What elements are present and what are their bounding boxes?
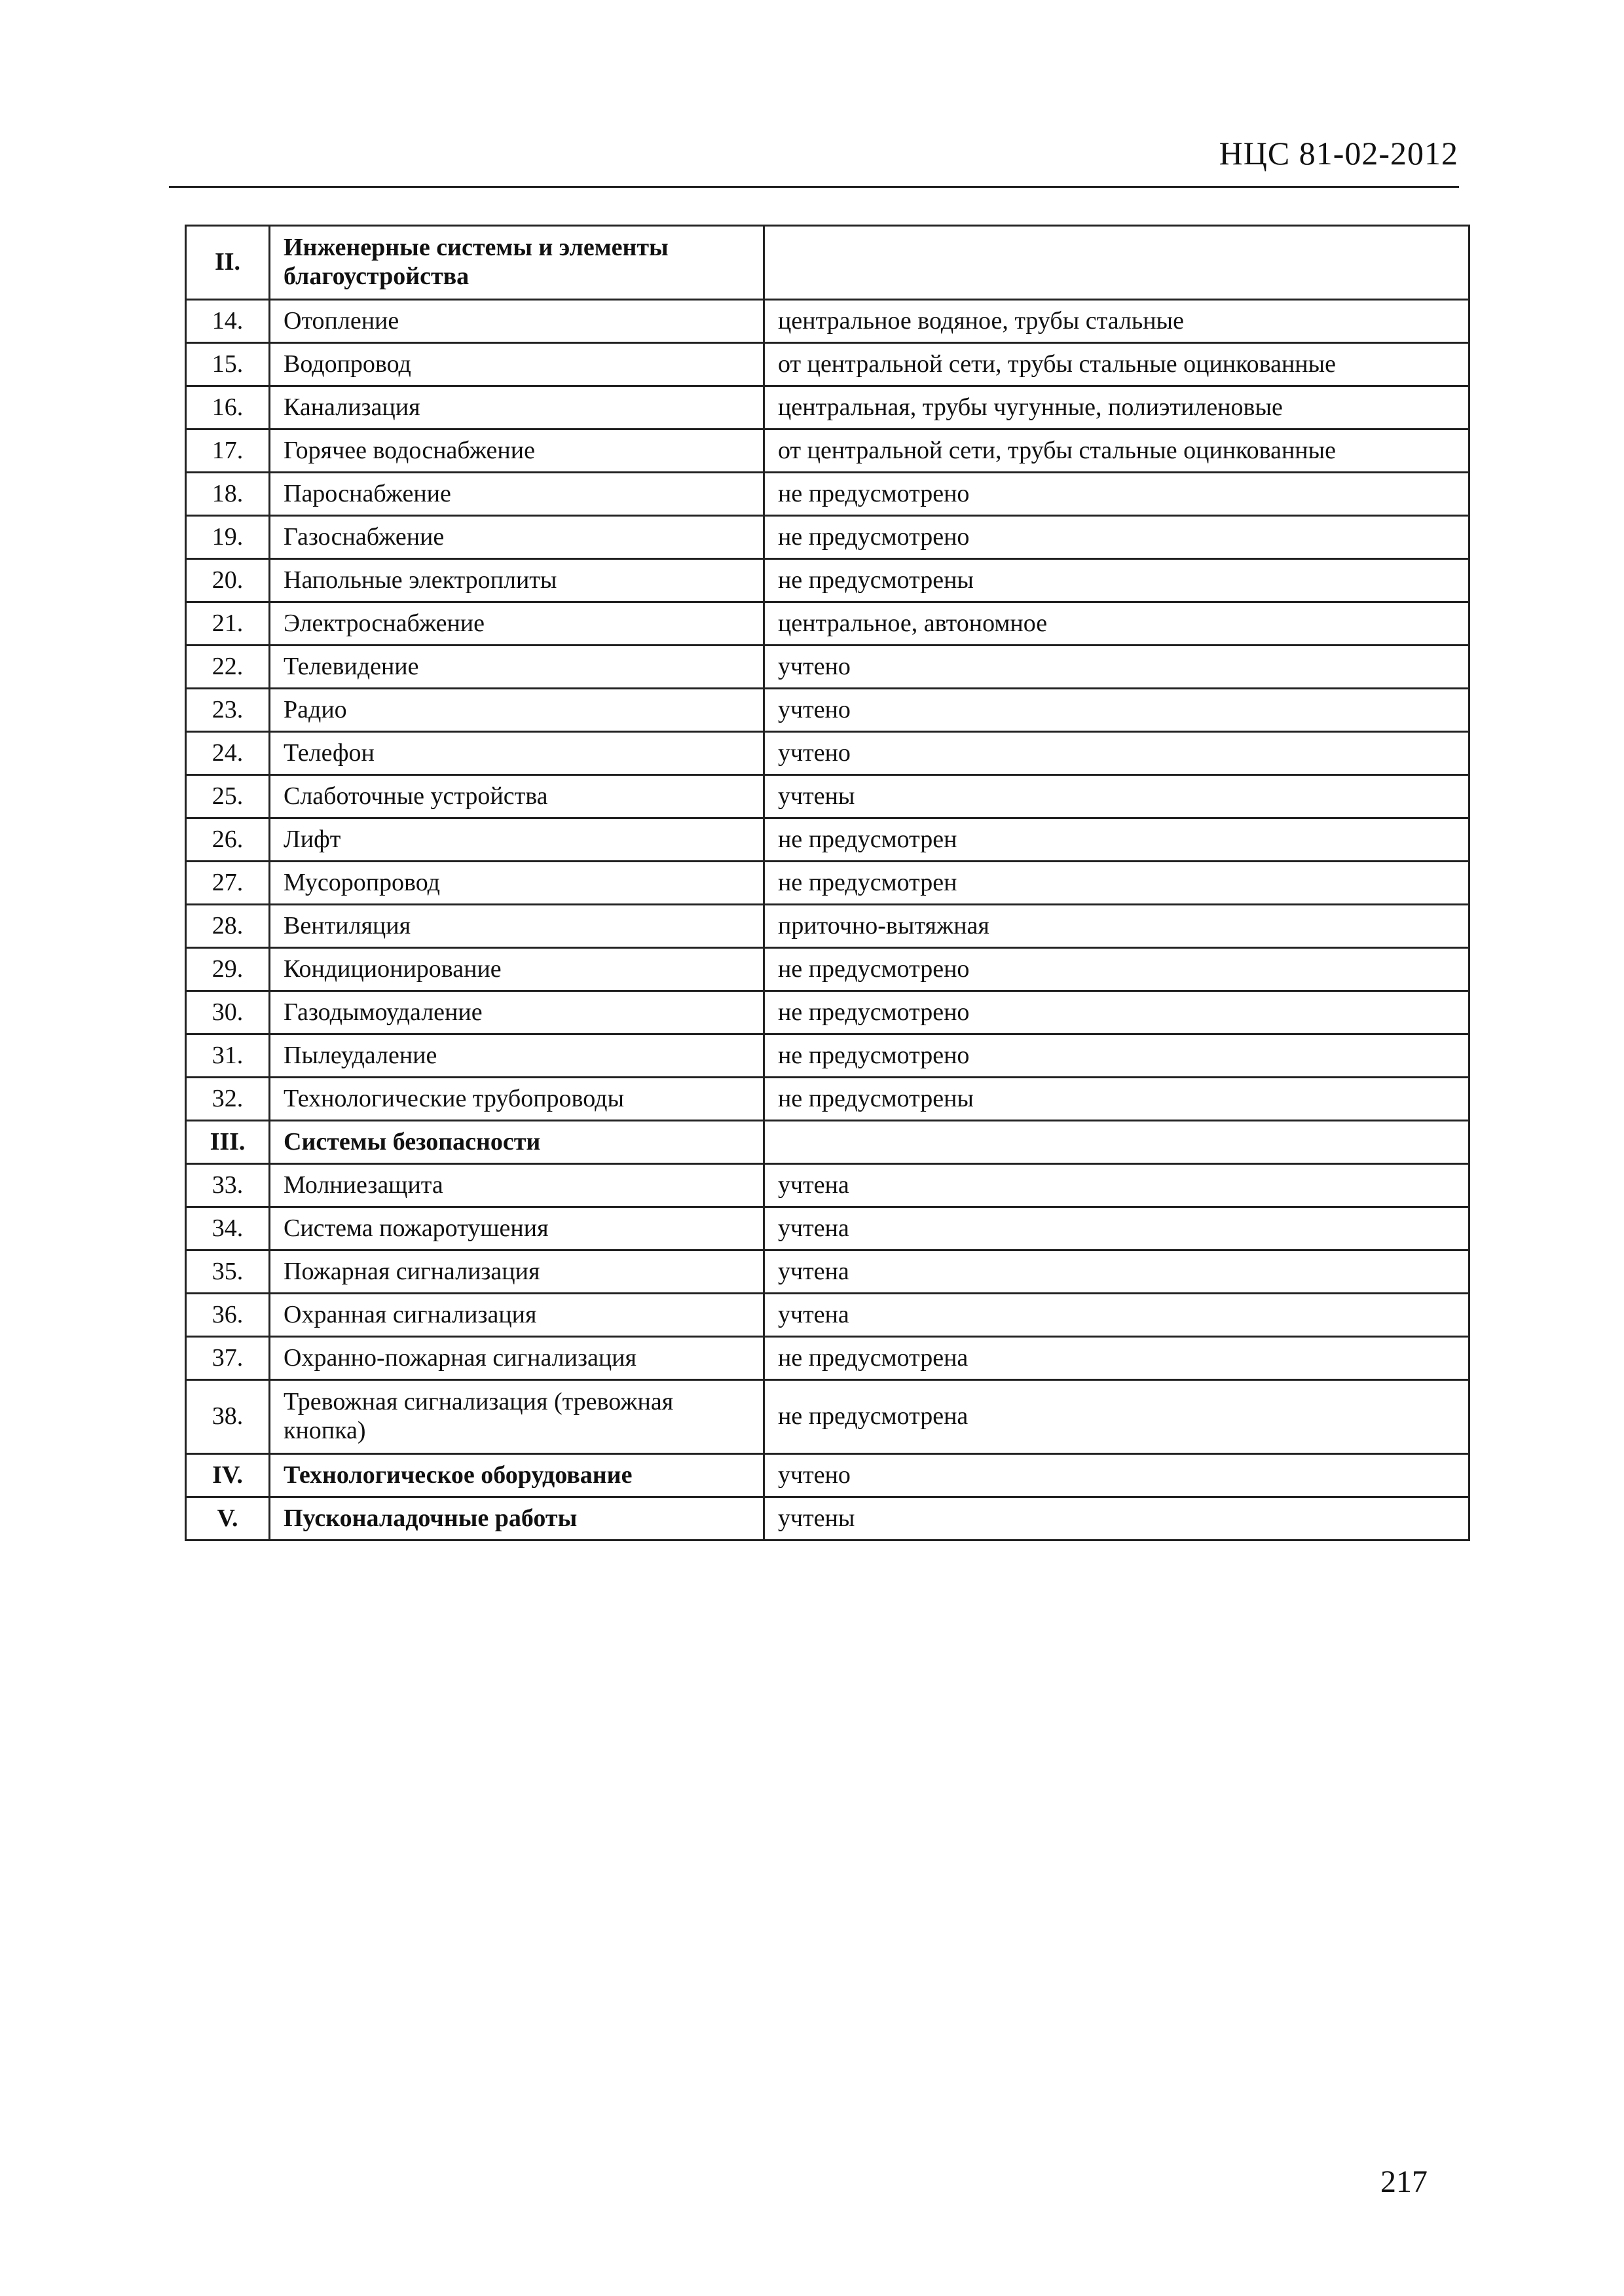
table-row [186, 559, 1469, 602]
row-name: Слаботочные устройства [270, 775, 764, 818]
row-name: Система пожаротушения [270, 1207, 764, 1250]
row-number: 17. [186, 429, 270, 473]
table-row [186, 1250, 1469, 1294]
row-value: от центральной сети, трубы стальные оцинкованные [764, 343, 1469, 386]
row-name: Молниезащита [270, 1164, 764, 1207]
table-row [186, 905, 1469, 948]
row-name: Напольные электроплиты [270, 559, 764, 602]
row-number: V. [186, 1497, 270, 1540]
table-row [186, 473, 1469, 516]
row-number: 32. [186, 1078, 270, 1121]
row-name: Технологическое оборудование [270, 1454, 764, 1497]
row-number: 14. [186, 300, 270, 343]
row-value [764, 1121, 1469, 1164]
row-value: центральное, автономное [764, 602, 1469, 646]
row-value: центральное водяное, трубы стальные [764, 300, 1469, 343]
table-row [186, 818, 1469, 862]
row-value: учтено [764, 689, 1469, 732]
row-number: 34. [186, 1207, 270, 1250]
row-name: Охранно-пожарная сигнализация [270, 1337, 764, 1380]
row-name: Вентиляция [270, 905, 764, 948]
row-name: Горячее водоснабжение [270, 429, 764, 473]
row-name: Пожарная сигнализация [270, 1250, 764, 1294]
row-number: II. [186, 226, 270, 300]
row-value: не предусмотрена [764, 1380, 1469, 1454]
row-name: Пусконаладочные работы [270, 1497, 764, 1540]
row-name: Тревожная сигнализация (тревожная кнопка) [270, 1380, 764, 1454]
row-value: учтено [764, 646, 1469, 689]
row-number: 29. [186, 948, 270, 991]
document-code: НЦС 81-02-2012 [1219, 135, 1458, 172]
row-number: 33. [186, 1164, 270, 1207]
table-row [186, 386, 1469, 429]
row-number: 16. [186, 386, 270, 429]
row-name: Пароснабжение [270, 473, 764, 516]
table-row [186, 862, 1469, 905]
section-row [186, 1121, 1469, 1164]
table-row [186, 1207, 1469, 1250]
row-value: не предусмотрено [764, 473, 1469, 516]
specification-table [185, 225, 1470, 1541]
row-number: 19. [186, 516, 270, 559]
row-number: III. [186, 1121, 270, 1164]
row-value: учтено [764, 732, 1469, 775]
row-number: 28. [186, 905, 270, 948]
row-number: 38. [186, 1380, 270, 1454]
row-value: не предусмотрен [764, 862, 1469, 905]
table-row [186, 602, 1469, 646]
table-row [186, 1380, 1469, 1454]
row-number: 27. [186, 862, 270, 905]
row-value: не предусмотрено [764, 948, 1469, 991]
row-name: Системы безопасности [270, 1121, 764, 1164]
row-value: учтена [764, 1207, 1469, 1250]
table-row [186, 732, 1469, 775]
table-row [186, 1294, 1469, 1337]
row-value: центральная, трубы чугунные, полиэтиленовые [764, 386, 1469, 429]
row-name: Телевидение [270, 646, 764, 689]
row-number: 18. [186, 473, 270, 516]
row-number: 37. [186, 1337, 270, 1380]
row-value: учтены [764, 1497, 1469, 1540]
row-number: 23. [186, 689, 270, 732]
row-value: учтена [764, 1294, 1469, 1337]
row-name: Инженерные системы и элементы благоустройства [270, 226, 764, 300]
row-number: 35. [186, 1250, 270, 1294]
row-number: 31. [186, 1034, 270, 1078]
row-number: IV. [186, 1454, 270, 1497]
row-number: 30. [186, 991, 270, 1034]
row-number: 21. [186, 602, 270, 646]
row-number: 22. [186, 646, 270, 689]
row-number: 15. [186, 343, 270, 386]
row-number: 26. [186, 818, 270, 862]
row-name: Телефон [270, 732, 764, 775]
row-name: Газодымоудаление [270, 991, 764, 1034]
table-row [186, 1078, 1469, 1121]
row-value: не предусмотрено [764, 991, 1469, 1034]
table-row [186, 646, 1469, 689]
row-number: 25. [186, 775, 270, 818]
table-row [186, 429, 1469, 473]
row-value: не предусмотрены [764, 559, 1469, 602]
row-value: от центральной сети, трубы стальные оцинкованные [764, 429, 1469, 473]
header-rule [169, 186, 1459, 188]
row-name: Водопровод [270, 343, 764, 386]
table-row [186, 516, 1469, 559]
row-name: Газоснабжение [270, 516, 764, 559]
row-value [764, 226, 1469, 300]
row-value: не предусмотрен [764, 818, 1469, 862]
row-number: 24. [186, 732, 270, 775]
row-name: Технологические трубопроводы [270, 1078, 764, 1121]
row-value: не предусмотрено [764, 1034, 1469, 1078]
row-name: Электроснабжение [270, 602, 764, 646]
page-number: 217 [1380, 2164, 1428, 2199]
row-name: Кондиционирование [270, 948, 764, 991]
row-name: Отопление [270, 300, 764, 343]
row-name: Мусоропровод [270, 862, 764, 905]
table-row [186, 991, 1469, 1034]
table-row [186, 1337, 1469, 1380]
row-name: Пылеудаление [270, 1034, 764, 1078]
table-row [186, 343, 1469, 386]
row-value: учтены [764, 775, 1469, 818]
row-value: приточно-вытяжная [764, 905, 1469, 948]
row-name: Радио [270, 689, 764, 732]
row-number: 20. [186, 559, 270, 602]
table-row [186, 689, 1469, 732]
table-row [186, 1164, 1469, 1207]
row-name: Канализация [270, 386, 764, 429]
row-value: учтена [764, 1250, 1469, 1294]
row-number: 36. [186, 1294, 270, 1337]
row-name: Лифт [270, 818, 764, 862]
row-value: учтена [764, 1164, 1469, 1207]
row-value: не предусмотрены [764, 1078, 1469, 1121]
table-row [186, 948, 1469, 991]
row-value: учтено [764, 1454, 1469, 1497]
table-row [186, 300, 1469, 343]
table-row [186, 1034, 1469, 1078]
row-value: не предусмотрена [764, 1337, 1469, 1380]
section-row [186, 1454, 1469, 1497]
row-name: Охранная сигнализация [270, 1294, 764, 1337]
table-row [186, 775, 1469, 818]
section-row [186, 1497, 1469, 1540]
section-row [186, 226, 1469, 300]
row-value: не предусмотрено [764, 516, 1469, 559]
